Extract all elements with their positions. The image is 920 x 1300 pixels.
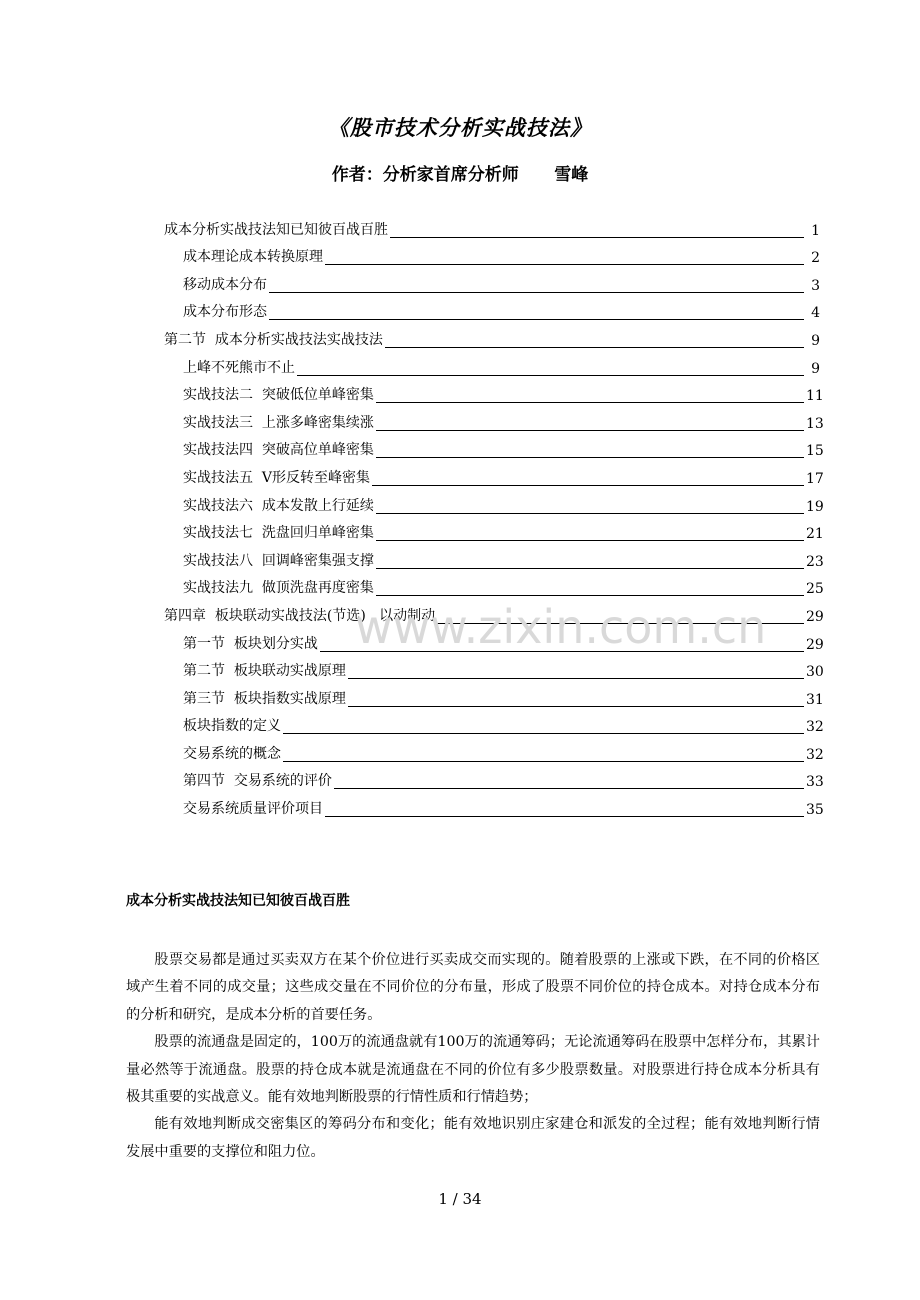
- toc-entry-title: 上峰不死熊市不止: [183, 359, 295, 376]
- toc-leader-line: [376, 402, 804, 403]
- toc-entry[interactable]: [164, 682, 824, 710]
- toc-leader-line: [385, 347, 804, 348]
- section-heading: 成本分析实战技法知已知彼百战百胜: [126, 893, 350, 909]
- table-of-contents: [164, 213, 824, 820]
- toc-entry-page: 32: [806, 719, 824, 736]
- toc-entry[interactable]: [164, 351, 820, 379]
- toc-leader-line: [376, 513, 804, 514]
- toc-leader-line: [283, 761, 804, 762]
- toc-leader-line: [269, 292, 804, 293]
- paragraph: 股票的流通盘是固定的，100万的流通盘就有100万的流通筹码；无论流通筹码在股票中怎样分布，其累计量必然等于流通盘。股票的持仓成本就是流通盘在不同的价位有多少股票数量。对股票进行持仓成本分析具有极其重要的实战意义。能有效地判断股票的行情性质和行情趋势；: [126, 1034, 820, 1106]
- document-title: 《股市技术分析实战技法》: [328, 116, 592, 140]
- toc-entry[interactable]: [164, 406, 824, 434]
- toc-entry-title: 第三节 板块指数实战原理: [183, 690, 346, 707]
- toc-leader-line: [376, 540, 804, 541]
- toc-entry[interactable]: [164, 296, 820, 324]
- toc-leader-line: [376, 595, 804, 596]
- toc-entry-page: 9: [811, 332, 820, 349]
- toc-entry[interactable]: [164, 544, 824, 572]
- toc-entry[interactable]: [164, 710, 824, 738]
- toc-entry-page: 15: [806, 443, 824, 460]
- toc-entry-page: 29: [806, 608, 824, 625]
- toc-entry[interactable]: [164, 572, 824, 600]
- toc-entry-page: 13: [806, 415, 824, 432]
- toc-entry-title: 实战技法五 V形反转至峰密集: [183, 469, 371, 486]
- toc-entry[interactable]: [164, 765, 824, 793]
- toc-entry-title: 第二节 板块联动实战原理: [183, 663, 346, 680]
- toc-entry-title: 第二节 成本分析实战技法实战技法: [164, 331, 383, 348]
- toc-entry-page: 11: [806, 388, 824, 405]
- page-indicator: 1 / 34: [438, 1190, 482, 1208]
- toc-entry-page: 1: [811, 222, 820, 239]
- toc-entry[interactable]: [164, 461, 824, 489]
- toc-leader-line: [376, 430, 804, 431]
- toc-entry-title: 板块指数的定义: [183, 718, 281, 735]
- toc-entry-title: 交易系统质量评价项目: [183, 801, 323, 818]
- toc-entry-page: 23: [806, 553, 824, 570]
- toc-entry[interactable]: [164, 517, 824, 545]
- toc-entry[interactable]: [164, 655, 824, 683]
- toc-entry[interactable]: [164, 379, 824, 407]
- paragraph: 股票交易都是通过买卖双方在某个价位进行买卖成交而实现的。随着股票的上涨或下跌，在不同的价格区域产生着不同的成交量；这些成交量在不同价位的分布量，形成了股票不同价位的持仓成本。对持仓成本分布的分析和研究，是成本分析的首要任务。: [126, 952, 820, 1023]
- toc-leader-line: [325, 816, 804, 817]
- toc-leader-line: [297, 375, 804, 376]
- toc-entry-title: 实战技法六 成本发散上行延续: [183, 497, 374, 514]
- toc-entry-title: 实战技法七 洗盘回归单峰密集: [183, 525, 374, 542]
- toc-entry-title: 实战技法八 回调峰密集强支撑: [183, 552, 374, 569]
- toc-entry-title: 第四节 交易系统的评价: [183, 773, 332, 790]
- toc-entry[interactable]: [164, 434, 824, 462]
- toc-entry-page: 3: [811, 277, 820, 294]
- toc-entry[interactable]: [164, 268, 820, 296]
- paragraph: 能有效地判断成交密集区的筹码分布和变化；能有效地识别庄家建仓和派发的全过程；能有效地判断行情发展中重要的支撑位和阻力位。: [126, 1116, 820, 1160]
- toc-leader-line: [390, 237, 804, 238]
- toc-entry-title: 成本分布形态: [183, 304, 267, 321]
- toc-leader-line: [376, 568, 804, 569]
- toc-entry-page: 30: [806, 664, 824, 681]
- toc-entry-page: 4: [811, 305, 820, 322]
- toc-entry[interactable]: [164, 489, 824, 517]
- toc-entry[interactable]: [164, 737, 824, 765]
- toc-leader-line: [269, 319, 804, 320]
- toc-entry[interactable]: [164, 213, 820, 241]
- toc-leader-line: [325, 264, 804, 265]
- toc-entry-page: 19: [806, 498, 824, 515]
- toc-entry-page: 35: [806, 802, 824, 819]
- toc-entry-title: 实战技法四 突破高位单峰密集: [183, 442, 374, 459]
- toc-entry-page: 2: [811, 250, 820, 267]
- toc-entry-page: 31: [806, 691, 824, 708]
- toc-leader-line: [283, 733, 804, 734]
- toc-entry-page: 32: [806, 746, 824, 763]
- toc-leader-line: [372, 485, 804, 486]
- toc-leader-line: [348, 706, 804, 707]
- toc-entry[interactable]: [164, 792, 824, 820]
- toc-entry-title: 成本理论成本转换原理: [183, 249, 323, 266]
- toc-entry-title: 实战技法九 做顶洗盘再度密集: [183, 580, 374, 597]
- toc-entry-title: 第一节 板块划分实战: [183, 635, 318, 652]
- toc-entry[interactable]: [164, 323, 820, 351]
- author-line: 作者：分析家首席分析师 雪峰: [331, 165, 589, 185]
- toc-entry-page: 21: [806, 526, 824, 543]
- toc-entry-title: 第四章 板块联动实战技法(节选) 以动制动: [164, 607, 436, 624]
- toc-entry-title: 交易系统的概念: [183, 745, 281, 762]
- toc-leader-line: [376, 457, 804, 458]
- toc-leader-line: [334, 788, 804, 789]
- toc-entry-page: 29: [806, 636, 824, 653]
- body-text: [126, 947, 820, 1166]
- toc-entry[interactable]: [164, 241, 820, 269]
- toc-entry-page: 33: [806, 774, 824, 791]
- toc-entry-page: 9: [811, 360, 820, 377]
- toc-entry-page: 17: [806, 470, 824, 487]
- toc-entry-page: 25: [806, 581, 824, 598]
- toc-entry-title: 实战技法三 上涨多峰密集续涨: [183, 414, 374, 431]
- toc-entry-title: 成本分析实战技法知已知彼百战百胜: [164, 221, 388, 238]
- watermark: www.zixin.com.cn: [355, 600, 767, 654]
- toc-entry-title: 移动成本分布: [183, 276, 267, 293]
- toc-leader-line: [348, 678, 804, 679]
- toc-entry-title: 实战技法二 突破低位单峰密集: [183, 387, 374, 404]
